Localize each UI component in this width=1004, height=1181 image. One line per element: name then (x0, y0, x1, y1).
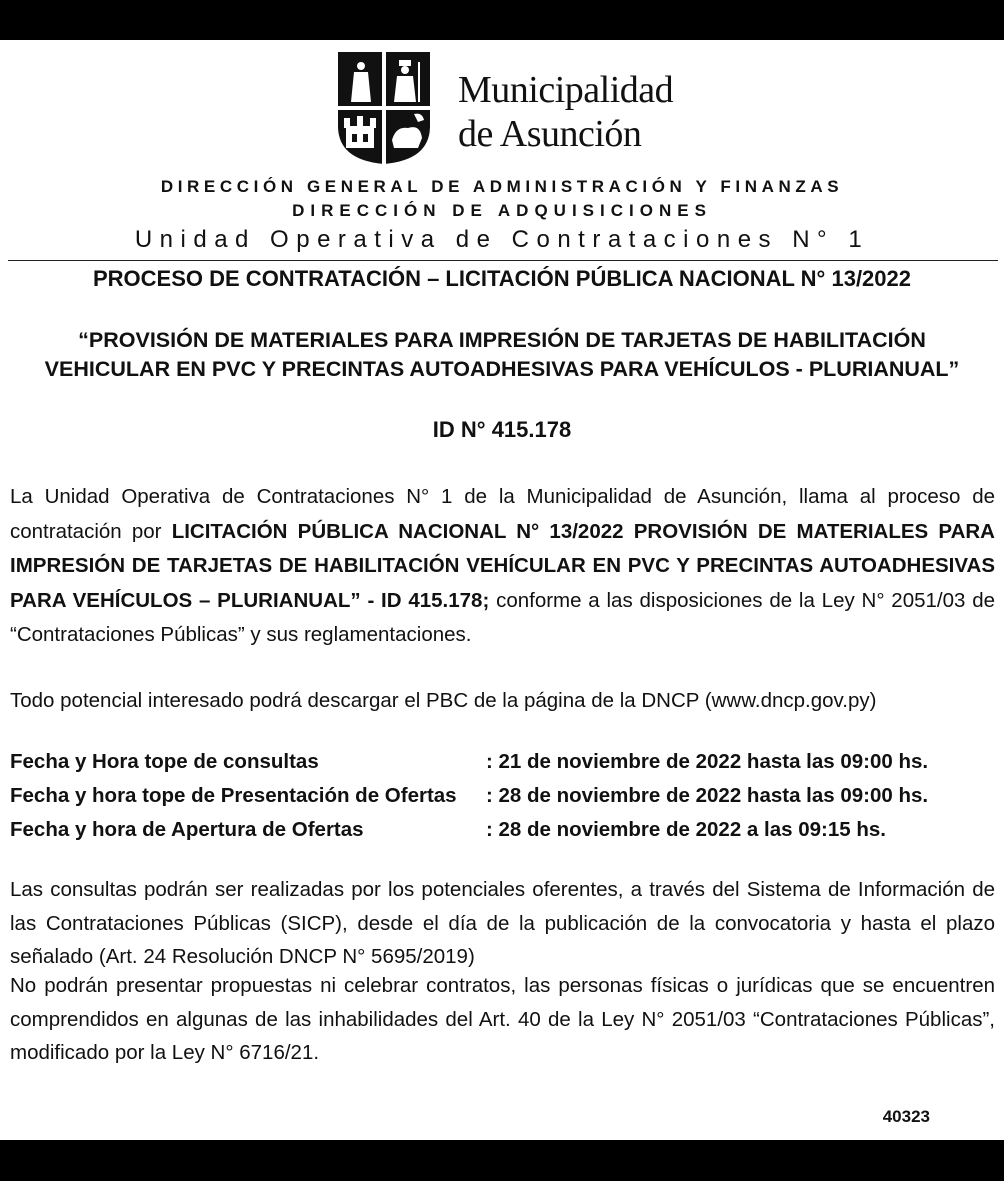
department-heading: DIRECCIÓN GENERAL DE ADMINISTRACIÓN Y FINANZAS (160, 177, 844, 196)
download-paragraph: Todo potencial interesado podrá descargar el PBC de la página de la DNCP (www.dncp.gov.py) (10, 689, 877, 712)
date-value: : 28 de noviembre de 2022 a las 09:15 hs. (486, 818, 886, 841)
process-title: PROCESO DE CONTRATACIÓN – LICITACIÓN PÚBLICA NACIONAL N° 13/2022 (93, 266, 911, 291)
org-name-line1: Municipalidad (458, 69, 674, 111)
org-name-line2: de Asunción (458, 113, 642, 155)
process-id: ID N° 415.178 (432, 417, 572, 442)
process-subject (10, 326, 994, 384)
coat-of-arms-icon (334, 48, 434, 166)
date-row (10, 745, 995, 779)
intro-end-text: conforme a las disposiciones de la Ley N° 2051/03 de “Contrataciones Públicas” y sus reglamentaciones. (10, 588, 995, 646)
header-divider (8, 260, 998, 261)
subdepartment-heading: DIRECCIÓN DE ADQUISICIONES (292, 201, 712, 220)
publication-code: 40323 (882, 1107, 930, 1126)
date-value: : 28 de noviembre de 2022 hasta las 09:00 hs. (486, 784, 929, 807)
intro-text: La Unidad Operativa de Contrataciones N° 1 de la Municipalidad de Asunción, llama al proceso de contratación por (10, 485, 995, 543)
date-label: Fecha y hora tope de Presentación de Ofertas (10, 784, 457, 807)
dates-block (10, 745, 995, 847)
subject-line1: “PROVISIÓN DE MATERIALES PARA IMPRESIÓN DE TARJETAS DE HABILITACIÓN (78, 328, 926, 352)
unit-heading: Unidad Operativa de Contrataciones N° 1 (134, 226, 870, 253)
intro-paragraph (10, 480, 995, 653)
date-row (10, 779, 995, 813)
organization-name (458, 68, 673, 156)
date-label: Fecha y Hora tope de consultas (10, 750, 319, 773)
bottom-black-bar (0, 1140, 1004, 1181)
date-label: Fecha y hora de Apertura de Ofertas (10, 818, 364, 841)
date-value: : 21 de noviembre de 2022 hasta las 09:00 hs. (486, 750, 929, 773)
top-black-bar (0, 0, 1004, 40)
subject-line2: VEHICULAR EN PVC Y PRECINTAS AUTOADHESIVAS PARA VEHÍCULOS - PLURIANUAL” (44, 357, 960, 381)
intro-bold-text: LICITACIÓN PÚBLICA NACIONAL N° 13/2022 PROVISIÓN DE MATERIALES PARA IMPRESIÓN DE TARJETAS DE HABILITACIÓN VEHÍCULAR EN PVC Y PRECINTAS AUTOADHESIVAS PARA VEHÍCULOS – PLURIANUAL” - ID 415.178; (10, 519, 995, 612)
queries-paragraph: Las consultas podrán ser realizadas por los potenciales oferentes, a través del Sistema de Información de las Contrataciones Públicas (SICP), desde el día de la publicación de la convocatoria y hasta el plazo señalado (Art. 24 Resolución DNCP N° 5695/2019) (10, 878, 995, 968)
restrictions-paragraph: No podrán presentar propuestas ni celebrar contratos, las personas físicas o jurídicas que se encuentren comprendidos en algunas de las inhabilidades del Art. 40 de la Ley N° 2051/03 “Contrataciones Públicas”, modificado por la Ley N° 6716/21. (10, 974, 995, 1064)
date-row (10, 813, 995, 847)
